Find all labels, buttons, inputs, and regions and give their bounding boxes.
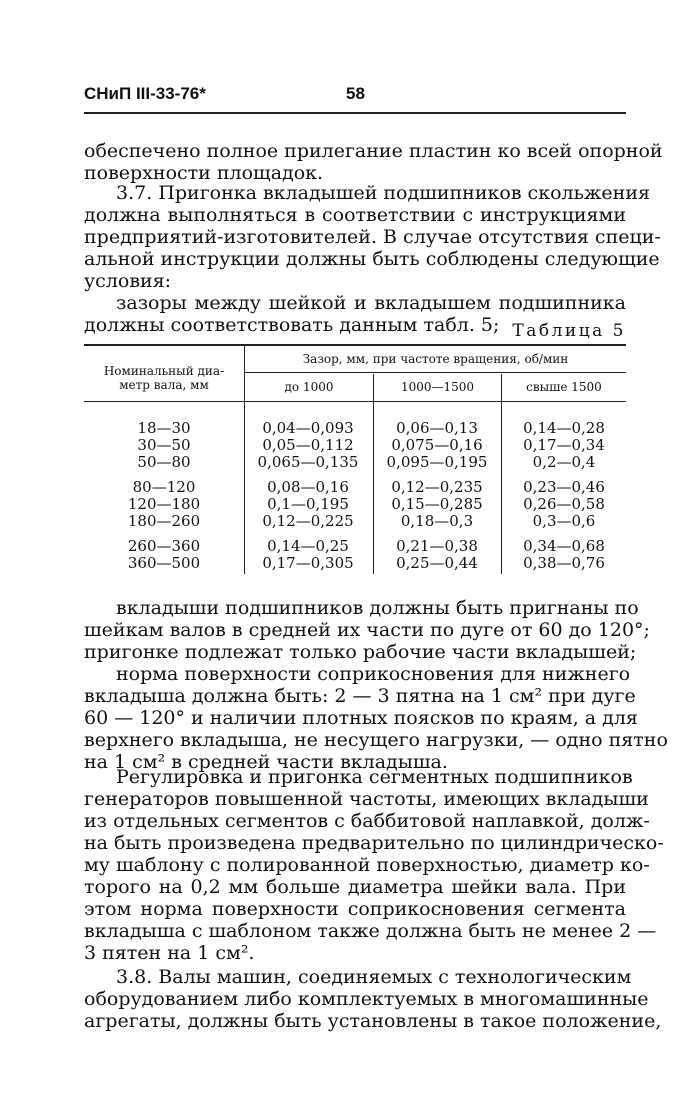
text-line: должны соответствовать данным табл. 5;: [84, 314, 500, 336]
header-rule: [84, 112, 626, 114]
table-cell-diameter: 18—30: [137, 419, 191, 437]
text-line: альной инструкции должны быть соблюдены следующие: [84, 248, 660, 270]
paragraph-contact-norm: [84, 663, 668, 773]
header-line: метр вала, мм: [119, 378, 209, 392]
text-line: зазоры между шейкой и вкладышем подшипника: [116, 292, 626, 314]
header-bottom-rule: [84, 401, 626, 402]
running-header: [84, 84, 624, 110]
paragraph-segment-bearings: [84, 766, 664, 964]
table-cell-diameter: 360—500: [127, 554, 201, 572]
text-line: 60 — 120° и наличии плотных поясков по краям, а для: [84, 707, 638, 729]
table-cell-clearance: 0,25—0,44: [396, 554, 478, 572]
paragraph-continuation: [84, 140, 663, 184]
text-line: обеспечено полное прилегание пластин ко всей опорной: [84, 140, 663, 162]
table-5: [84, 344, 626, 579]
table-cell-clearance: 0,26—0,58: [523, 495, 605, 513]
table-cell-clearance: 0,23—0,46: [523, 478, 605, 496]
text-line: Регулировка и пригонка сегментных подшипников: [116, 766, 633, 788]
paragraph-fitting: [84, 597, 650, 663]
column-group-header: Зазор, мм, при частоте вращения, об/мин: [302, 352, 569, 366]
text-line: верхнего вкладыша, не несущего нагрузки, — одно пятно: [84, 729, 668, 751]
paragraph-3-7: [84, 182, 661, 292]
table-cell-clearance: 0,075—0,16: [391, 436, 483, 454]
table-cell-clearance: 0,04—0,093: [262, 419, 354, 437]
table-cell-clearance: 0,14—0,25: [267, 537, 349, 555]
text-line: на быть произведена предварительно по цилиндрическо-: [84, 832, 664, 854]
table-caption: Таблица 5: [512, 321, 626, 341]
text-line: вкладыша с шаблоном также должна быть не менее 2 —: [84, 920, 657, 942]
table-cell-clearance: 0,38—0,76: [523, 554, 605, 572]
table-cell-clearance: 0,06—0,13: [396, 419, 478, 437]
table-cell-clearance: 0,15—0,285: [391, 495, 483, 513]
table-cell-diameter: 50—80: [137, 453, 191, 471]
text-line: торого на 0,2 мм больше диаметра шейки вала. При: [84, 876, 626, 898]
text-line: 3 пятен на 1 см².: [84, 942, 255, 964]
table-cell-clearance: 0,21—0,38: [396, 537, 478, 555]
table-cell-clearance: 0,17—0,34: [523, 436, 605, 454]
text-line: пригонке подлежат только рабочие части вкладышей;: [84, 641, 637, 663]
table-cell-clearance: 0,3—0,6: [532, 512, 596, 530]
header-line: Номинальный диа-: [103, 364, 225, 378]
column-header-diameter: [84, 364, 244, 392]
table-cell-clearance: 0,095—0,195: [386, 453, 488, 471]
text-line: генераторов повышенной частоты, имеющих вкладыши: [84, 788, 649, 810]
text-line: му шаблону с полированной поверхностью, диаметр ко-: [84, 854, 650, 876]
paragraph-3-8: [84, 966, 662, 1032]
table-cell-diameter: 80—120: [132, 478, 196, 496]
table-cell-diameter: 260—360: [127, 537, 201, 555]
text-line: норма поверхности соприкосновения для нижнего: [116, 663, 631, 685]
text-line: поверхности площадок.: [84, 162, 324, 184]
table-cell-clearance: 0,14—0,28: [523, 419, 605, 437]
page-number: 58: [346, 84, 365, 103]
document-code: СНиП III-33-76*: [84, 84, 206, 103]
table-cell-diameter: 30—50: [137, 436, 191, 454]
table-cell-clearance: 0,17—0,305: [262, 554, 354, 572]
table-cell-clearance: 0,12—0,235: [391, 478, 483, 496]
text-line: 3.8. Валы машин, соединяемых с технологическим: [116, 966, 632, 988]
table-cell-clearance: 0,12—0,225: [262, 512, 354, 530]
text-line: вкладыша должна быть: 2 — 3 пятна на 1 см² при дуге: [84, 685, 636, 707]
column-header-rpm-3: свыше 1500: [526, 380, 602, 394]
column-header-rpm-1: до 1000: [284, 380, 334, 394]
text-line: должна выполняться в соответствии с инструкциями: [84, 204, 626, 226]
table-cell-clearance: 0,2—0,4: [532, 453, 596, 471]
group-header-rule: [245, 372, 626, 373]
text-line: условия:: [84, 270, 172, 292]
table-top-rule: [84, 344, 626, 346]
text-line: вкладыши подшипников должны быть пригнаны по: [116, 597, 639, 619]
table-cell-clearance: 0,18—0,3: [400, 512, 474, 530]
text-line: предприятий-изготовителей. В случае отсутствия специ-: [84, 226, 661, 248]
text-line: из отдельных сегментов с баббитовой наплавкой, долж-: [84, 810, 650, 832]
table-cell-clearance: 0,34—0,68: [523, 537, 605, 555]
text-line: агрегаты, должны быть установлены в такое положение,: [84, 1010, 662, 1032]
text-line: 3.7. Пригонка вкладышей подшипников скольжения: [116, 182, 650, 204]
table-cell-diameter: 120—180: [127, 495, 201, 513]
column-header-rpm-2: 1000—1500: [400, 380, 475, 394]
table-cell-diameter: 180—260: [127, 512, 201, 530]
table-cell-clearance: 0,08—0,16: [267, 478, 349, 496]
text-line: этом норма поверхности соприкосновения сегмента: [84, 898, 626, 920]
table-cell-clearance: 0,05—0,112: [262, 436, 354, 454]
text-line: оборудованием либо комплектуемых в многомашинные: [84, 988, 649, 1010]
text-line: на 1 см² в средней части вкладыша.: [84, 751, 448, 773]
text-line: шейкам валов в средней их части по дуге от 60 до 120°;: [84, 619, 650, 641]
table-cell-clearance: 0,1—0,195: [267, 495, 349, 513]
table-cell-clearance: 0,065—0,135: [257, 453, 359, 471]
